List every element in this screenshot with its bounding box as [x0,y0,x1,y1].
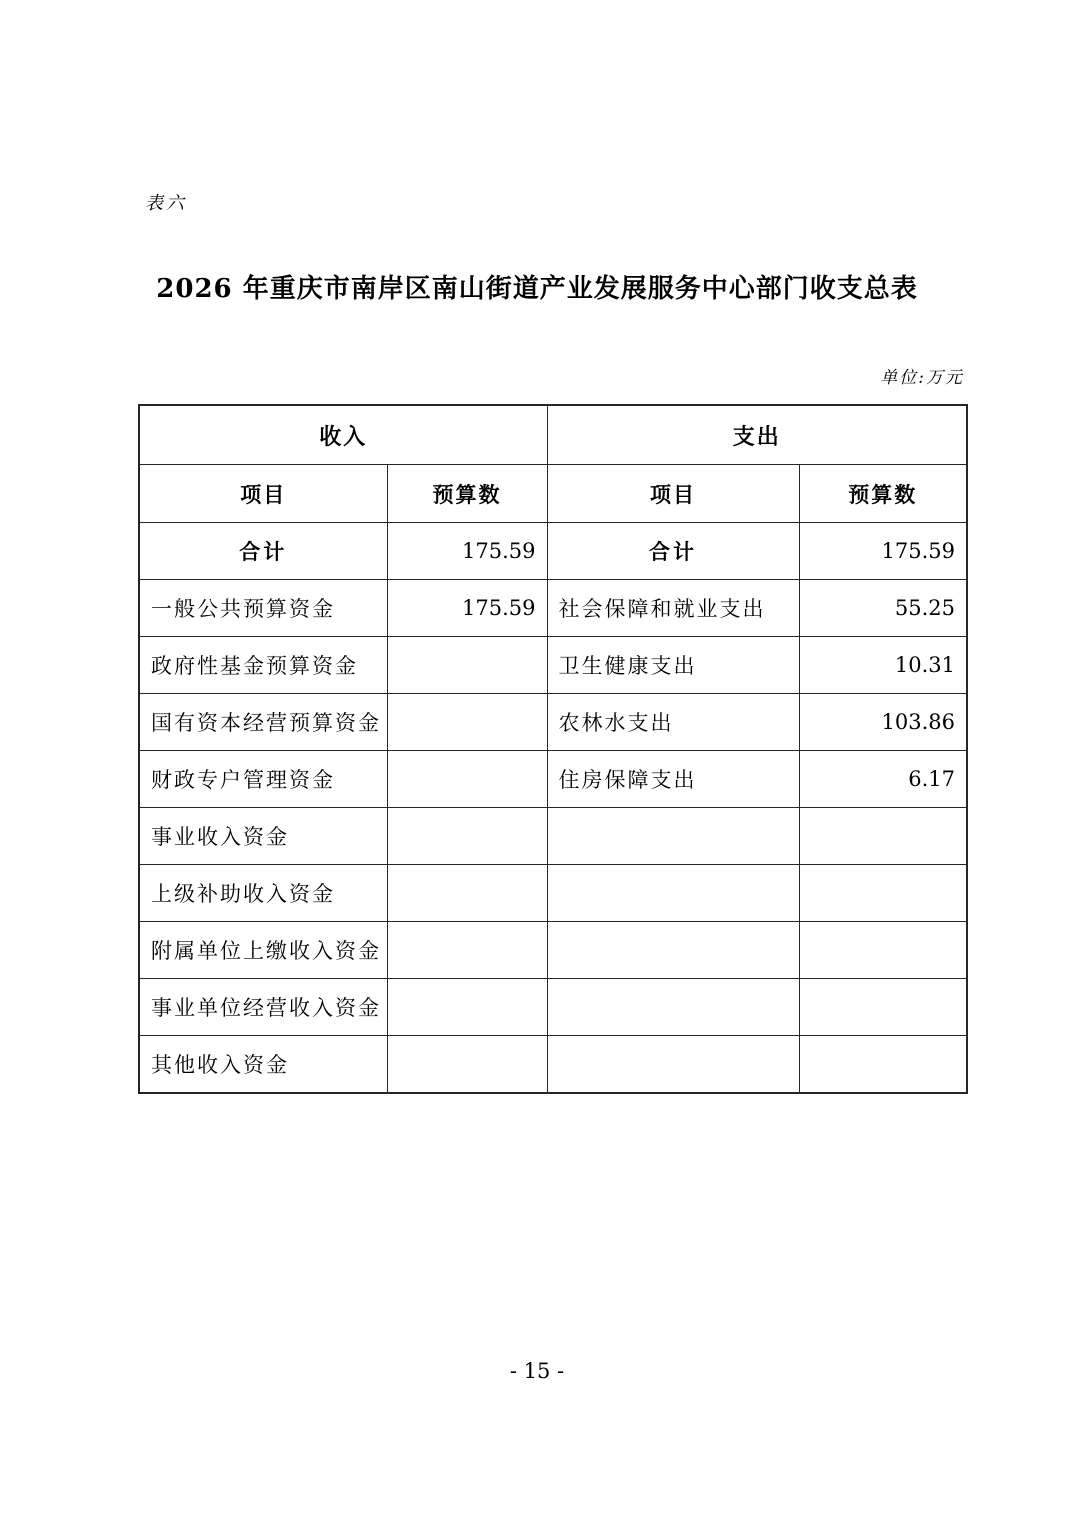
expense-item-cell: 住房保障支出 [547,751,799,808]
expense-value-cell: 6.17 [799,751,967,808]
unit-note: 单位:万元 [880,368,964,388]
group-header-row [139,405,967,465]
expense-item-cell [547,979,799,1036]
income-value-cell [387,808,547,865]
table-row-total [139,523,967,580]
income-item-cell: 其他收入资金 [139,1036,387,1094]
table-row [139,979,967,1036]
expense-item-cell [547,922,799,979]
table-row [139,808,967,865]
expense-value-cell [799,1036,967,1094]
expense-item-cell [547,1036,799,1094]
expense-item-cell: 合计 [547,523,799,580]
income-value-cell [387,1036,547,1094]
income-budget-header: 预算数 [387,465,547,523]
column-header-row [139,465,967,523]
income-item-cell: 政府性基金预算资金 [139,637,387,694]
expense-budget-header: 预算数 [799,465,967,523]
table-row [139,865,967,922]
income-value-cell [387,751,547,808]
table-row [139,1036,967,1094]
budget-table [138,404,968,1094]
expense-item-cell: 社会保障和就业支出 [547,580,799,637]
income-item-cell: 事业单位经营收入资金 [139,979,387,1036]
income-item-cell: 合计 [139,523,387,580]
income-item-cell: 事业收入资金 [139,808,387,865]
expense-group-header: 支出 [547,405,967,465]
income-value-cell [387,694,547,751]
income-item-cell: 附属单位上缴收入资金 [139,922,387,979]
table-row [139,922,967,979]
page-number: - 15 - [509,1359,565,1383]
expense-item-cell [547,865,799,922]
income-value-cell: 175.59 [387,523,547,580]
income-item-cell: 财政专户管理资金 [139,751,387,808]
income-item-cell: 上级补助收入资金 [139,865,387,922]
income-item-cell: 一般公共预算资金 [139,580,387,637]
expense-value-cell [799,865,967,922]
table-row [139,580,967,637]
income-item-header: 项目 [139,465,387,523]
expense-value-cell: 103.86 [799,694,967,751]
expense-value-cell: 10.31 [799,637,967,694]
expense-value-cell [799,808,967,865]
expense-value-cell [799,922,967,979]
page-title: 2026 年重庆市南岸区南山街道产业发展服务中心部门收支总表 [156,274,918,304]
expense-value-cell [799,979,967,1036]
expense-value-cell: 175.59 [799,523,967,580]
expense-item-header: 项目 [547,465,799,523]
table-row [139,637,967,694]
table-label: 表六 [145,193,187,214]
expense-item-cell: 卫生健康支出 [547,637,799,694]
expense-item-cell: 农林水支出 [547,694,799,751]
income-value-cell [387,865,547,922]
expense-item-cell [547,808,799,865]
table-row [139,751,967,808]
table-row [139,694,967,751]
income-item-cell: 国有资本经营预算资金 [139,694,387,751]
income-group-header: 收入 [139,405,547,465]
income-value-cell: 175.59 [387,580,547,637]
income-value-cell [387,979,547,1036]
income-value-cell [387,637,547,694]
expense-value-cell: 55.25 [799,580,967,637]
income-value-cell [387,922,547,979]
